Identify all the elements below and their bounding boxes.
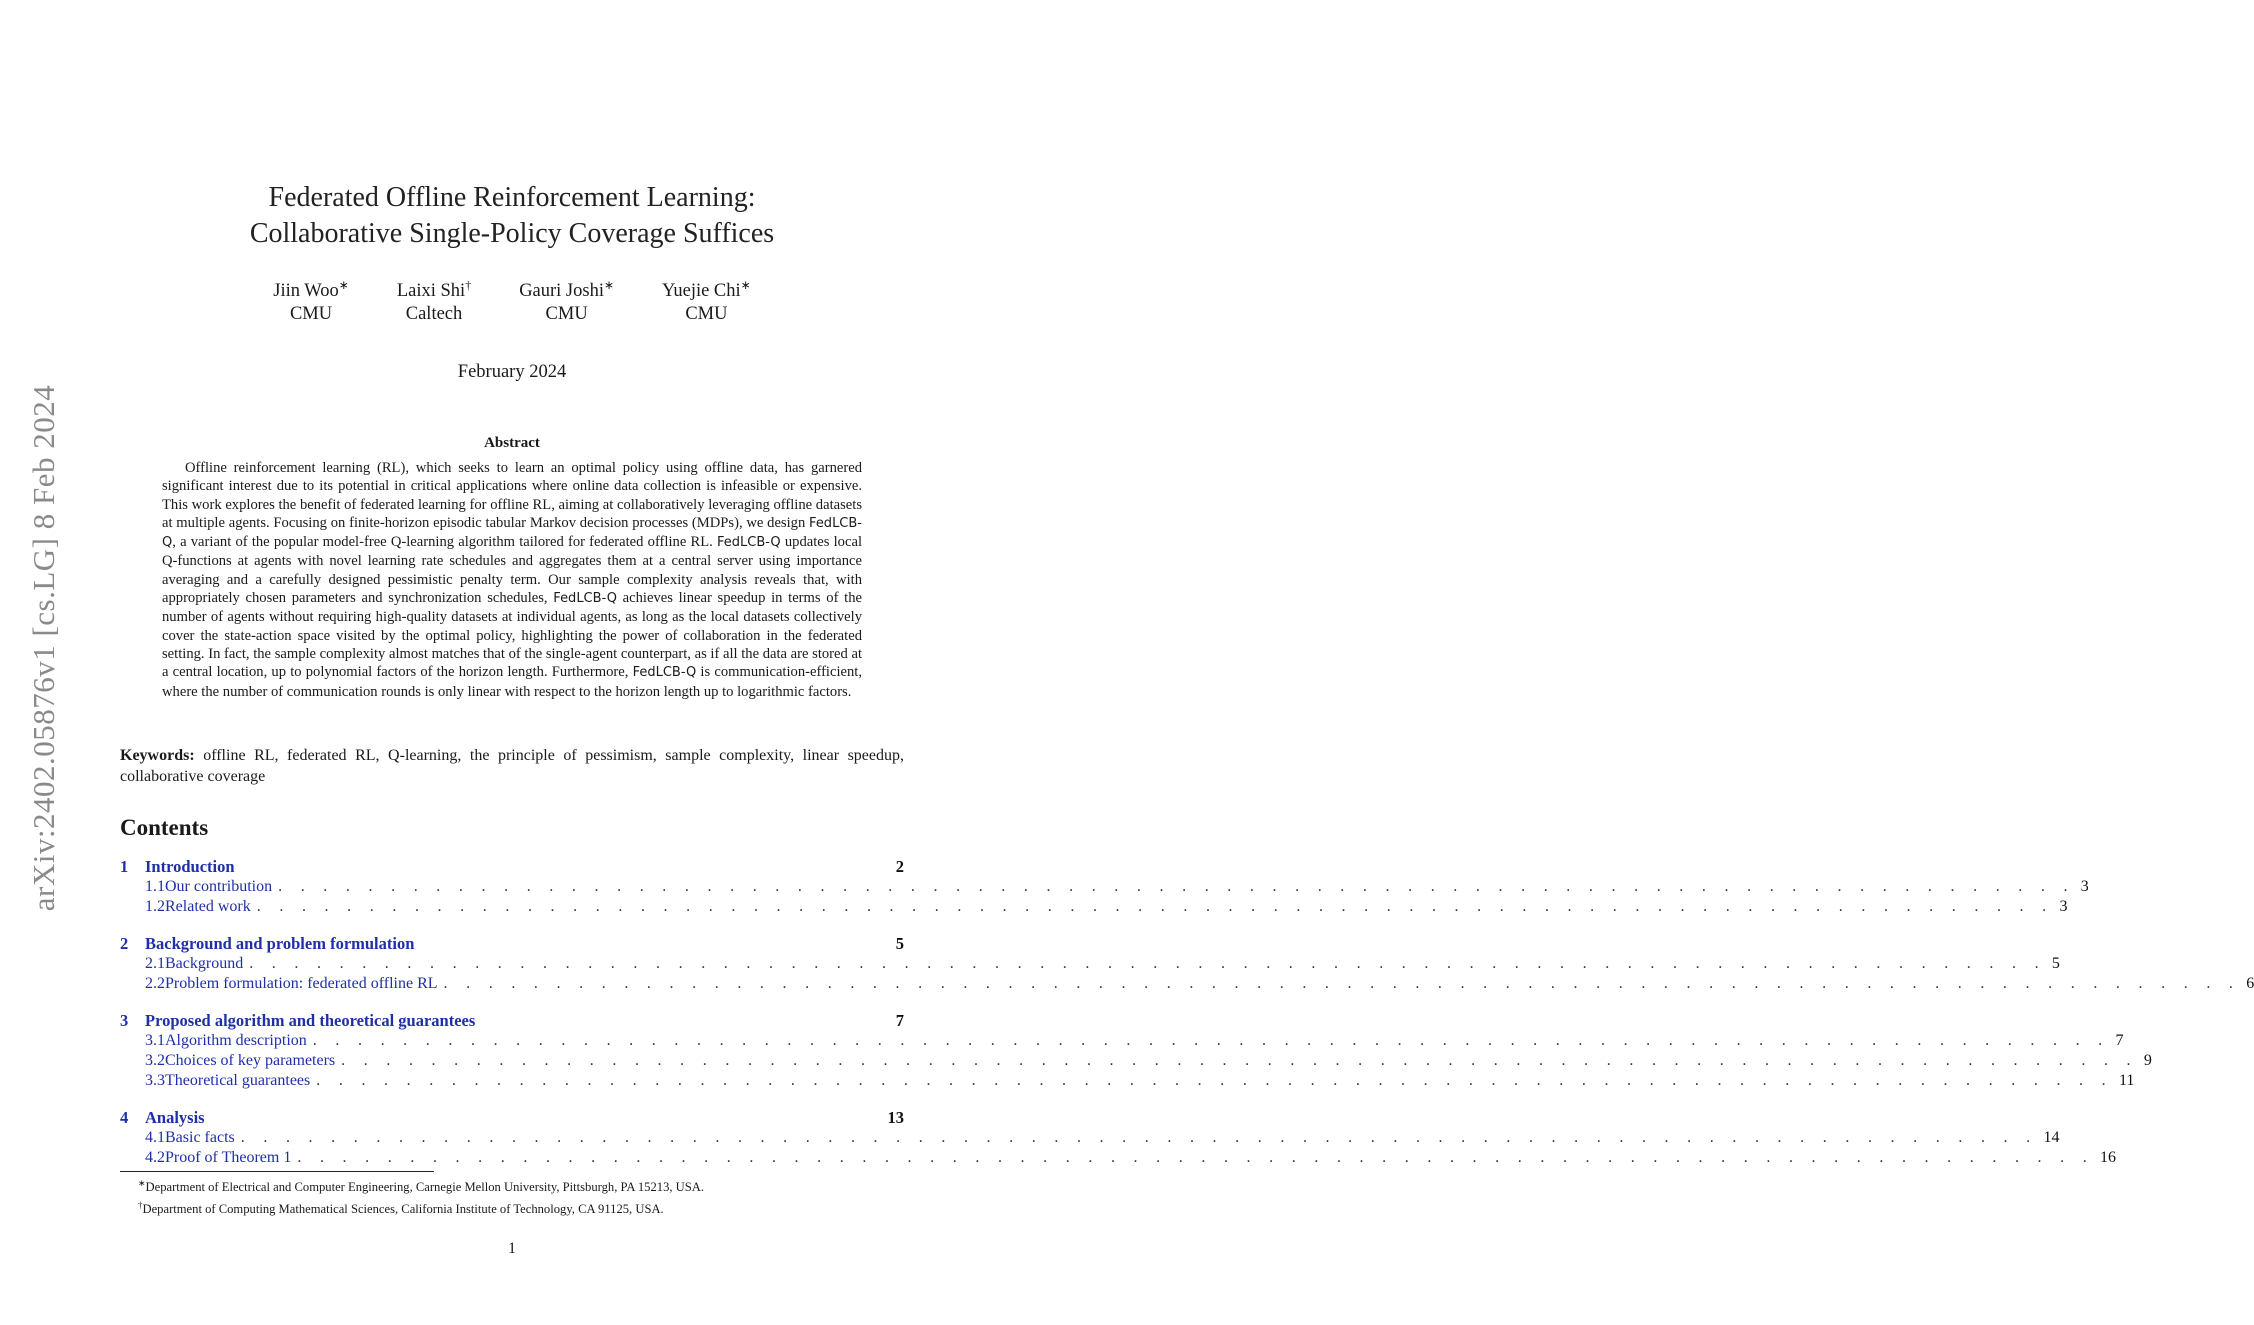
title-line-2: Collaborative Single-Policy Coverage Suffices [249,218,775,249]
toc-subsection-link[interactable] [120,1129,2060,1149]
footnote [138,1175,904,1197]
toc-subsection-page: 3 [2080,878,2089,895]
page-number: 1 [508,1240,516,1257]
author-affiliation: CMU [289,304,333,325]
toc-section-page: 5 [895,934,904,953]
footnote [138,1197,904,1219]
keywords [120,746,904,787]
toc-subsection-page: 3 [2059,898,2068,915]
toc-subsection-title[interactable]: Choices of key parameters [165,1052,336,1069]
toc-leader-dots: . . . . . . . . . . . . . . . . . . . . . . . . . . . . . . . . . . . . . . . . . . . . . . . . . . . . . . . . . . . . . . . . . . . . . . . . . . . . . . . . [240,1129,2038,1146]
author-list [0,274,1024,326]
toc-section-number: 1 [120,857,129,876]
toc-subsection-title[interactable]: Related work [165,898,251,915]
author-mark: ∗ [338,278,349,292]
arxiv-stamp: arXiv:2402.05876v1 [cs.LG] 8 Feb 2024 [26,384,61,912]
footnote-text: Department of Computing Mathematical Sciences, California Institute of Technology, CA 91125, USA. [142,1201,664,1216]
toc-section-link[interactable] [120,1108,904,1129]
contents-heading: Contents [120,815,209,840]
toc-leader-dots: . . . . . . . . . . . . . . . . . . . . . . . . . . . . . . . . . . . . . . . . . . . . . . . . . . . . . . . . . . . . . . . . . . . . . . . . . . . . . . . . [341,1052,2138,1069]
toc-subsection-title[interactable]: Our contribution [165,878,273,895]
toc-section-number: 4 [120,1108,129,1127]
abstract-part: , a variant of the popular model-free Q-learning algorithm tailored for federated offline RL. [172,534,717,551]
author-name: Jiin Woo [273,281,339,302]
toc-subsection-link[interactable] [120,878,2089,898]
footnote-text: Department of Electrical and Computer Engineering, Carnegie Mellon University, Pittsburgh, PA 15213, USA. [145,1180,705,1195]
author-name: Gauri Joshi [519,281,604,302]
toc-subsection-title[interactable]: Basic facts [165,1129,235,1146]
toc-subsection-title[interactable]: Algorithm description [165,1032,307,1049]
toc-subsection-number: 1.1 [145,878,165,895]
toc-section [120,934,2254,995]
toc-subsection-number: 1.2 [145,898,165,915]
author-mark: † [465,278,472,292]
toc-section [120,857,2089,918]
toc-section-title[interactable]: Analysis [145,1108,205,1127]
toc-subsection-number: 2.2 [145,975,165,992]
toc-leader-dots: . . . . . . . . . . . . . . . . . . . . . . . . . . . . . . . . . . . . . . . . . . . . . . . . . . . . . . . . . . . . . . . . . . . . . . . . . . . . . . . . [316,1072,2113,1089]
author-mark: ∗ [603,278,615,292]
paper-title [0,180,1024,252]
toc-subsection-title[interactable]: Theoretical guarantees [165,1072,311,1089]
toc-section-link[interactable] [120,934,904,955]
algorithm-name: FedLCB-Q [717,535,781,551]
toc-leader-dots: . . . . . . . . . . . . . . . . . . . . . . . . . . . . . . . . . . . . . . . . . . . . . . . . . . . . . . . . . . . . . . . . . . . . . . . . . . . . . . . . [249,955,2046,972]
toc-subsection-number: 3.1 [145,1032,165,1049]
toc-section-number: 2 [120,934,129,953]
toc-leader-dots: . . . . . . . . . . . . . . . . . . . . . . . . . . . . . . . . . . . . . . . . . . . . . . . . . . . . . . . . . . . . . . . . . . . . . . . . . . . . . . . . [443,975,2241,992]
author-affiliation: CMU [545,304,588,325]
toc-subsection-link[interactable] [120,1032,2124,1052]
toc-subsection-title[interactable]: Proof of Theorem 1 [165,1149,292,1166]
toc-subsection-title[interactable]: Problem formulation: federated offline RL [165,975,438,992]
keywords-label: Keywords: [120,747,195,764]
toc-subsection-link[interactable] [120,975,2254,995]
abstract-part: updates local Q-functions at agents with novel learning rate schedules and aggregates them at a central server using importance averaging and a carefully designed pessimistic penalty term. Our sample complexity analysis reveals that, with appropriately chosen parameters and synchronization schedules, [162,534,862,607]
abstract-part: achieves linear speedup in terms of the number of agents without requiring high-quality datasets at individual agents, as long as the local datasets collectively cover the state-action space visited by the optimal policy, highlighting the power of collaboration in the federated setting. In fact, the sample complexity almost matches that of the single-agent counterpart, as if all the data are stored at a central location, up to polynomial factors of the horizon length. Furthermore, [162,590,862,681]
toc-subsection-page: 11 [2118,1072,2135,1089]
toc-subsection-link[interactable] [120,898,2068,918]
toc-subsection-page: 6 [2246,975,2254,992]
author [397,274,471,326]
abstract-text [162,459,862,701]
toc-subsection-page: 5 [2051,955,2060,972]
toc-section-page: 2 [895,857,904,876]
toc-subsection-number: 3.2 [145,1052,165,1069]
toc-subsection-page: 9 [2143,1052,2152,1069]
toc-subsection-link[interactable] [120,1072,2135,1092]
author [519,274,614,326]
keywords-text: offline RL, federated RL, Q-learning, the principle of pessimism, sample complexity, linear speedup, collaborative coverage [120,747,905,785]
toc-subsection-number: 4.2 [145,1149,165,1166]
author-mark: ∗ [740,278,751,292]
toc-subsection-number: 2.1 [145,955,165,972]
toc-section-title[interactable]: Proposed algorithm and theoretical guarantees [145,1011,476,1030]
toc-section-link[interactable] [120,1011,904,1032]
toc-section [120,1011,2152,1092]
author-name: Yuejie Chi [662,281,741,302]
toc-leader-dots: . . . . . . . . . . . . . . . . . . . . . . . . . . . . . . . . . . . . . . . . . . . . . . . . . . . . . . . . . . . . . . . . . . . . . . . . . . . . . . . . [297,1149,2095,1166]
toc-section-title[interactable]: Background and problem formulation [145,934,415,953]
title-line-1: Federated Offline Reinforcement Learning: [268,182,756,213]
footnote-mark: ∗ [138,1178,146,1188]
toc-section-page: 13 [887,1108,904,1127]
toc-subsection-number: 4.1 [145,1129,165,1146]
toc-section-page: 7 [895,1011,904,1030]
toc-subsection-link[interactable] [120,1052,2152,1072]
algorithm-name: FedLCB-Q [162,515,862,551]
author [662,274,751,326]
algorithm-name: FedLCB-Q [632,665,697,681]
publication-date: February 2024 [457,362,567,382]
toc-subsection-link[interactable] [120,1149,2117,1169]
footnotes [138,1175,904,1218]
abstract-part: Offline reinforcement learning (RL), which seeks to learn an optimal policy using offline data, has garnered significant interest due to its potential in critical applications where online data collection is infeasible or expensive. This work explores the benefit of federated learning for offline RL, aiming at collaboratively leveraging offline datasets at multiple agents. Focusing on finite-horizon episodic tabular Markov decision processes (MDPs), we design [162,460,862,531]
footnote-rule [120,1171,434,1172]
toc-subsection-link[interactable] [120,955,2060,975]
author-name: Laixi Shi [396,281,466,302]
toc-section-number: 3 [120,1011,129,1030]
toc-leader-dots: . . . . . . . . . . . . . . . . . . . . . . . . . . . . . . . . . . . . . . . . . . . . . . . . . . . . . . . . . . . . . . . . . . . . . . . . . . . . . . . . [256,898,2054,915]
toc-leader-dots: . . . . . . . . . . . . . . . . . . . . . . . . . . . . . . . . . . . . . . . . . . . . . . . . . . . . . . . . . . . . . . . . . . . . . . . . . . . . . . . . [278,878,2075,895]
toc-subsection-page: 14 [2043,1129,2060,1146]
toc-leader-dots: . . . . . . . . . . . . . . . . . . . . . . . . . . . . . . . . . . . . . . . . . . . . . . . . . . . . . . . . . . . . . . . . . . . . . . . . . . . . . . . . [312,1032,2110,1049]
toc-subsection-page: 16 [2100,1149,2117,1166]
footnote-mark: † [138,1199,143,1210]
author-affiliation: CMU [685,304,728,325]
toc-subsection-page: 7 [2115,1032,2124,1049]
toc-subsection-title[interactable]: Background [165,955,244,972]
abstract-heading: Abstract [484,435,540,451]
toc-section-title[interactable]: Introduction [145,857,235,876]
toc-section [120,1108,2117,1169]
author-affiliation: Caltech [405,304,463,325]
toc-section-link[interactable] [120,857,904,878]
toc-subsection-number: 3.3 [145,1072,165,1089]
author [273,274,349,326]
algorithm-name: FedLCB-Q [553,591,617,607]
table-of-contents [120,857,2254,1185]
abstract-part: is communication-efficient, where the number of communication rounds is only linear with respect to the horizon length up to logarithmic factors. [162,664,862,700]
